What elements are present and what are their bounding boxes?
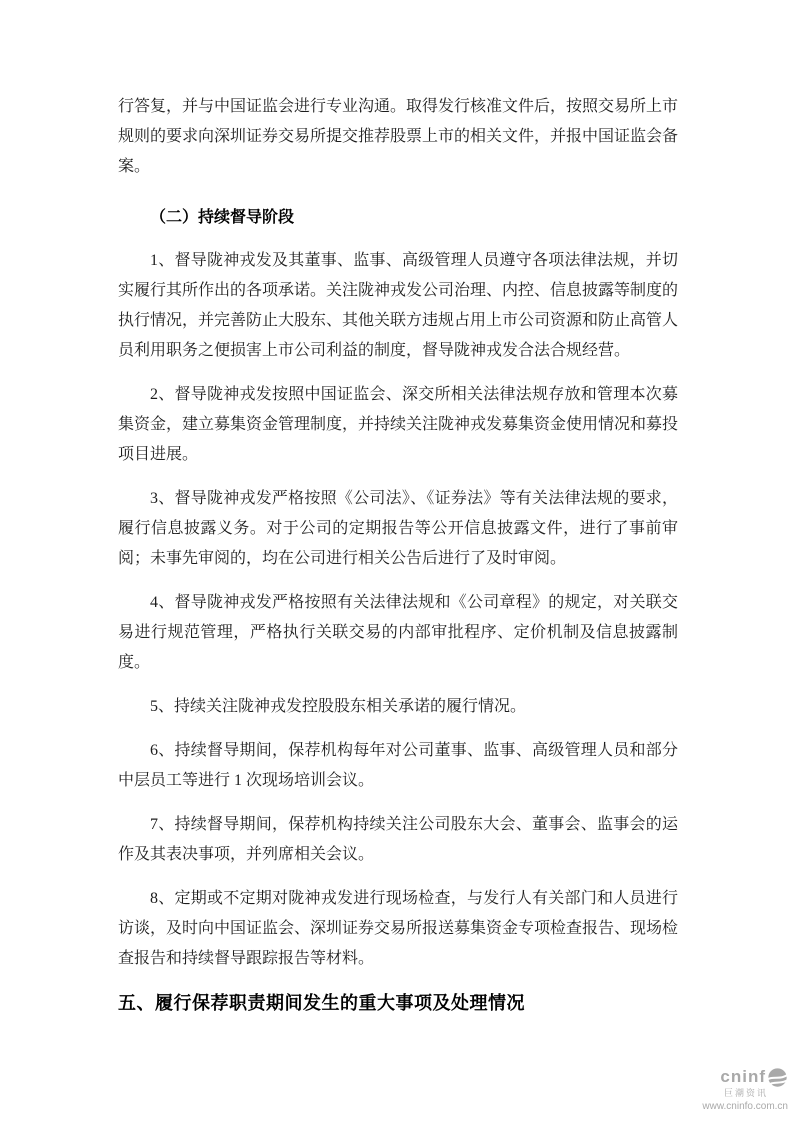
list-item-1: 1、督导陇神戎发及其董事、监事、高级管理人员遵守各项法律法规，并切实履行其所作出的各项承诺。关注陇神戎发公司治理、内控、信息披露等制度的执行情况，并完善防止大股东、其他关联方违规占用上市公司资源和防止高管人员利用职务之便损害上市公司利益的制度，督导陇神戎发合法合规经营。 (118, 252, 679, 359)
list-item-5: 5、持续关注陇神戎发控股股东相关承诺的履行情况。 (150, 698, 527, 715)
subsection-heading-continuous-supervision: （二）持续督导阶段 (150, 209, 295, 226)
cninfo-brand-text: cninf (720, 1067, 766, 1087)
document-content (118, 92, 678, 1018)
list-item-4: 4、督导陇神戎发严格按照有关法律法规和《公司章程》的规定，对关联交易进行规范管理，严格执行关联交易的内部审批程序、定价机制及信息披露制度。 (118, 594, 678, 671)
cninfo-watermark (702, 1067, 788, 1112)
cninfo-url: www.cninfo.com.cn (702, 1101, 788, 1112)
list-item-6: 6、持续督导期间，保荐机构每年对公司董事、监事、高级管理人员和部分中层员工等进行 1 次现场培训会议。 (118, 742, 678, 789)
list-item-8: 8、定期或不定期对陇神戎发进行现场检查，与发行人有关部门和人员进行访谈，及时向中国证监会、深圳证券交易所报送募集资金专项检查报告、现场检查报告和持续督导跟踪报告等材料。 (118, 890, 679, 967)
cninfo-brand-chinese: 巨潮资讯 (723, 1088, 768, 1099)
list-item-7: 7、持续督导期间，保荐机构持续关注公司股东大会、董事会、监事会的运作及其表决事项，并列席相关会议。 (118, 816, 678, 863)
list-item-3: 3、督导陇神戎发严格按照《公司法》、《证券法》等有关法律法规的要求，履行信息披露义务。对于公司的定期报告等公开信息披露文件，进行了事前审阅；未事先审阅的，均在公司进行相关公告后进行了及时审阅。 (118, 490, 678, 567)
section-heading-major-events: 五、履行保荐职责期间发生的重大事项及处理情况 (118, 993, 525, 1013)
cninfo-brand-row (702, 1067, 788, 1088)
paragraph-continuation: 行答复，并与中国证监会进行专业沟通。取得发行核准文件后，按照交易所上市规则的要求向深圳证券交易所提交推荐股票上市的相关文件，并报中国证监会备案。 (118, 98, 679, 175)
cninfo-swirl-icon (767, 1067, 788, 1088)
list-item-2: 2、督导陇神戎发按照中国证监会、深交所相关法律法规存放和管理本次募集资金，建立募集资金管理制度，并持续关注陇神戎发募集资金使用情况和募投项目进展。 (118, 386, 679, 463)
